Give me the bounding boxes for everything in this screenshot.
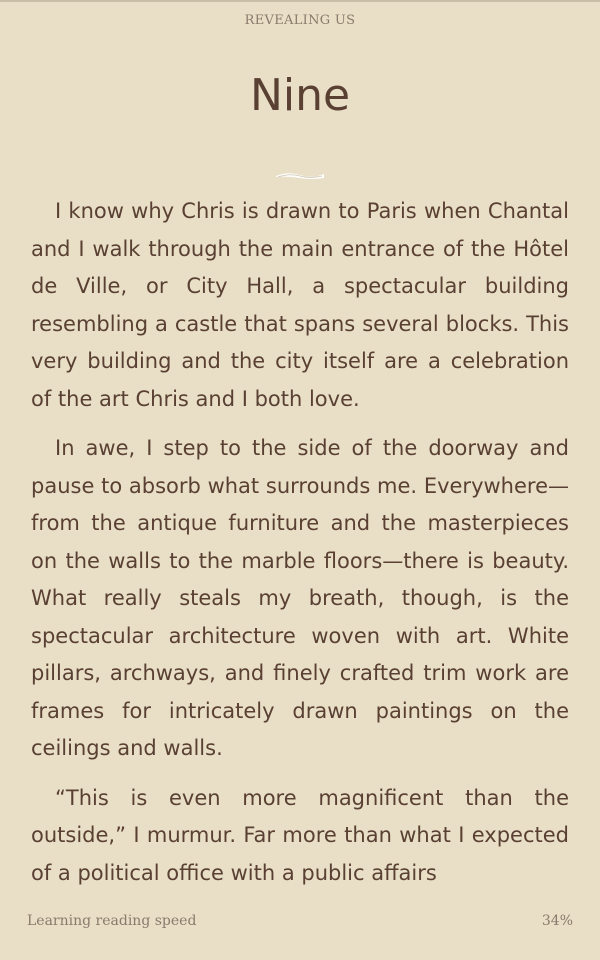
reading-speed-status: Learning reading speed: [27, 913, 197, 929]
progress-percent: 34%: [541, 913, 573, 929]
book-title: REVEALING US: [244, 13, 356, 28]
flourish-divider-icon: [274, 170, 326, 182]
chapter-title: Nine: [249, 70, 351, 121]
reading-text[interactable]: [31, 193, 569, 893]
paragraph-2: In awe, I step to the side of the doorway and pause to absorb what surrounds me. Everywhere—from the antique furniture and the masterpieces on the walls to the marble floors—there is beauty. What really steals my breath, though, is the spectacular architecture woven with art. White pillars, archways, and finely crafted trim work are frames for intricately drawn paintings on the ceilings and walls.: [31, 436, 569, 760]
paragraph-3: “This is even more magnificent than the outside,” I murmur. Far more than what I expected of a political office with a public affairs: [31, 785, 569, 885]
paragraph-1: I know why Chris is drawn to Paris when Chantal and I walk through the main entrance of the Hôtel de Ville, or City Hall, a spectacular building resembling a castle that spans several blocks. This very building and the city itself are a celebration of the art Chris and I both love.: [31, 199, 569, 411]
top-border: [0, 0, 600, 2]
